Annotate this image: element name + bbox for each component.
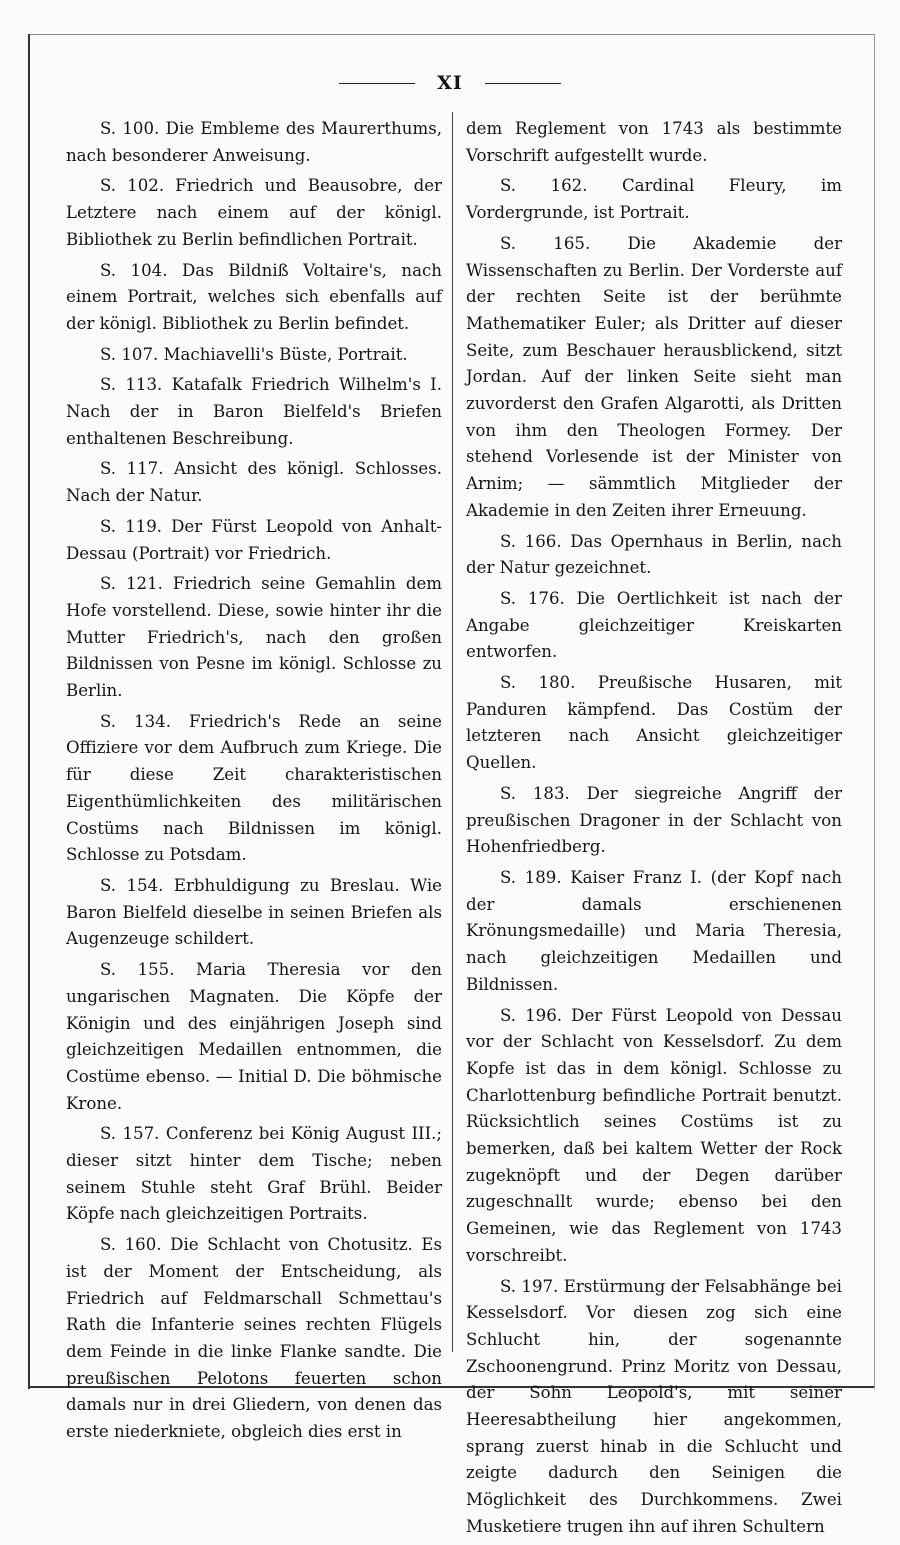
header-rule-right bbox=[485, 83, 561, 84]
caption-entry: S. 165. Die Akademie der Wissenschaften zu Berlin. Der Vorderste auf der rechten Seite ist der berühmte Mathematiker Euler; als Dritter auf dieser Seite, zum Beschauer herausblickend, sitzt Jordan. Auf der linken Seite sieht man zuvorderst den Grafen Algarotti, als Dritten von ihm den Theologen Formey. Der stehend Vorlesende ist der Minister von Arnim; — sämmtlich Mitglieder der Akademie in den Zeiten ihrer Erneuung. bbox=[466, 233, 842, 520]
caption-entry: S. 134. Friedrich's Rede an seine Offiziere vor dem Aufbruch zum Kriege. Die für diese Zeit charakteristischen Eigenthümlichkeiten des militärischen Costüms nach Bildnissen im königl. Schlosse zu Potsdam. bbox=[66, 711, 442, 865]
caption-entry: S. 166. Das Opernhaus in Berlin, nach der Natur gezeichnet. bbox=[466, 531, 842, 578]
caption-entry: S. 121. Friedrich seine Gemahlin dem Hofe vorstellend. Diese, sowie hinter ihr die Mutter Friedrich's, nach den großen Bildnissen von Pesne im königl. Schlosse zu Berlin. bbox=[66, 574, 442, 701]
caption-entry: S. 157. Conferenz bei König August III.; dieser sitzt hinter dem Tische; neben seinem Stuhle steht Graf Brühl. Beider Köpfe nach gleichzeitigen Portraits. bbox=[66, 1124, 442, 1224]
caption-entry: S. 100. Die Embleme des Maurerthums, nach besonderer Anweisung. bbox=[66, 119, 442, 165]
page-number: XI bbox=[437, 72, 463, 94]
caption-entry: S. 162. Cardinal Fleury, im Vordergrunde, ist Portrait. bbox=[466, 176, 842, 223]
caption-entry: S. 180. Preußische Husaren, mit Panduren kämpfend. Das Costüm der letzteren nach Ansicht gleichzeitiger Quellen. bbox=[466, 673, 842, 773]
left-column bbox=[66, 116, 442, 1450]
right-column bbox=[466, 116, 842, 1545]
caption-entry: S. 107. Machiavelli's Büste, Portrait. bbox=[100, 344, 408, 364]
caption-entry: dem Reglement von 1743 als bestimmte Vorschrift aufgestellt wurde. bbox=[466, 119, 842, 165]
caption-entry: S. 104. Das Bildniß Voltaire's, nach einem Portrait, welches sich ebenfalls auf der königl. Bibliothek zu Berlin befindet. bbox=[66, 260, 442, 333]
caption-entry: S. 117. Ansicht des königl. Schlosses. Nach der Natur. bbox=[66, 459, 442, 506]
page-frame-left bbox=[28, 34, 30, 1389]
header-rule-left bbox=[339, 83, 415, 84]
caption-entry: S. 102. Friedrich und Beausobre, der Letztere nach einem auf der königl. Bibliothek zu Berlin befindlichen Portrait. bbox=[66, 176, 442, 249]
page-frame-right bbox=[874, 34, 875, 1389]
caption-entry: S. 119. Der Fürst Leopold von Anhalt-Dessau (Portrait) vor Friedrich. bbox=[66, 516, 442, 563]
caption-entry: S. 197. Erstürmung der Felsabhänge bei Kesselsdorf. Vor diesen zog sich eine Schlucht hin, der sogenannte Zschoonengrund. Prinz Moritz von Dessau, der Sohn Leopold's, mit seiner Heeresabtheilung hier angekommen, sprang zuerst hinab in die Schlucht und zeigte dadurch den Seinigen die Möglichkeit des Durchkommens. Zwei Musketiere trugen ihn auf ihren Schultern bbox=[466, 1276, 842, 1536]
caption-entry: S. 183. Der siegreiche Angriff der preußischen Dragoner in der Schlacht von Hohenfriedberg. bbox=[466, 783, 842, 857]
page-frame-top bbox=[28, 34, 874, 35]
caption-entry: S. 160. Die Schlacht von Chotusitz. Es ist der Moment der Entscheidung, als Friedrich auf Feldmarschall Schmettau's Rath die Infanterie seines rechten Flügels dem Feinde in die linke Flanke sandte. Die preußischen Pelotons feuerten schon damals nur in drei Gliedern, von denen das erste niederkniete, obgleich dies erst in bbox=[66, 1235, 442, 1442]
caption-entry: S. 189. Kaiser Franz I. (der Kopf nach der damals erschienenen Krönungsmedaille) und Maria Theresia, nach gleichzeitigen Medaillen und Bildnissen. bbox=[466, 867, 842, 994]
caption-entry: S. 155. Maria Theresia vor den ungarischen Magnaten. Die Köpfe der Königin und des einjährigen Joseph sind gleichzeitigen Medaillen entnommen, die Costüme ebenso. — Initial D. Die böhmische Krone. bbox=[66, 960, 442, 1113]
caption-entry: S. 176. Die Oertlichkeit ist nach der Angabe gleichzeitiger Kreiskarten entworfen. bbox=[466, 588, 842, 662]
column-divider bbox=[452, 112, 453, 1352]
page-header bbox=[0, 72, 900, 94]
caption-entry: S. 154. Erbhuldigung zu Breslau. Wie Baron Bielfeld dieselbe in seinen Briefen als Augenzeuge schildert. bbox=[66, 875, 442, 949]
caption-entry: S. 113. Katafalk Friedrich Wilhelm's I. Nach der in Baron Bielfeld's Briefen enthaltenen Beschreibung. bbox=[66, 375, 442, 448]
caption-entry: S. 196. Der Fürst Leopold von Dessau vor der Schlacht von Kesselsdorf. Zu dem Kopfe ist das in dem königl. Schlosse zu Charlottenburg befindliche Portrait benutzt. Rücksichtlich seines Costüms ist zu bemerken, daß bei kaltem Wetter der Rock zugeknöpft und der Degen darüber zugeschnallt wurde; ebenso bei den Gemeinen, wie das Reglement von 1743 vorschreibt. bbox=[466, 1005, 842, 1265]
